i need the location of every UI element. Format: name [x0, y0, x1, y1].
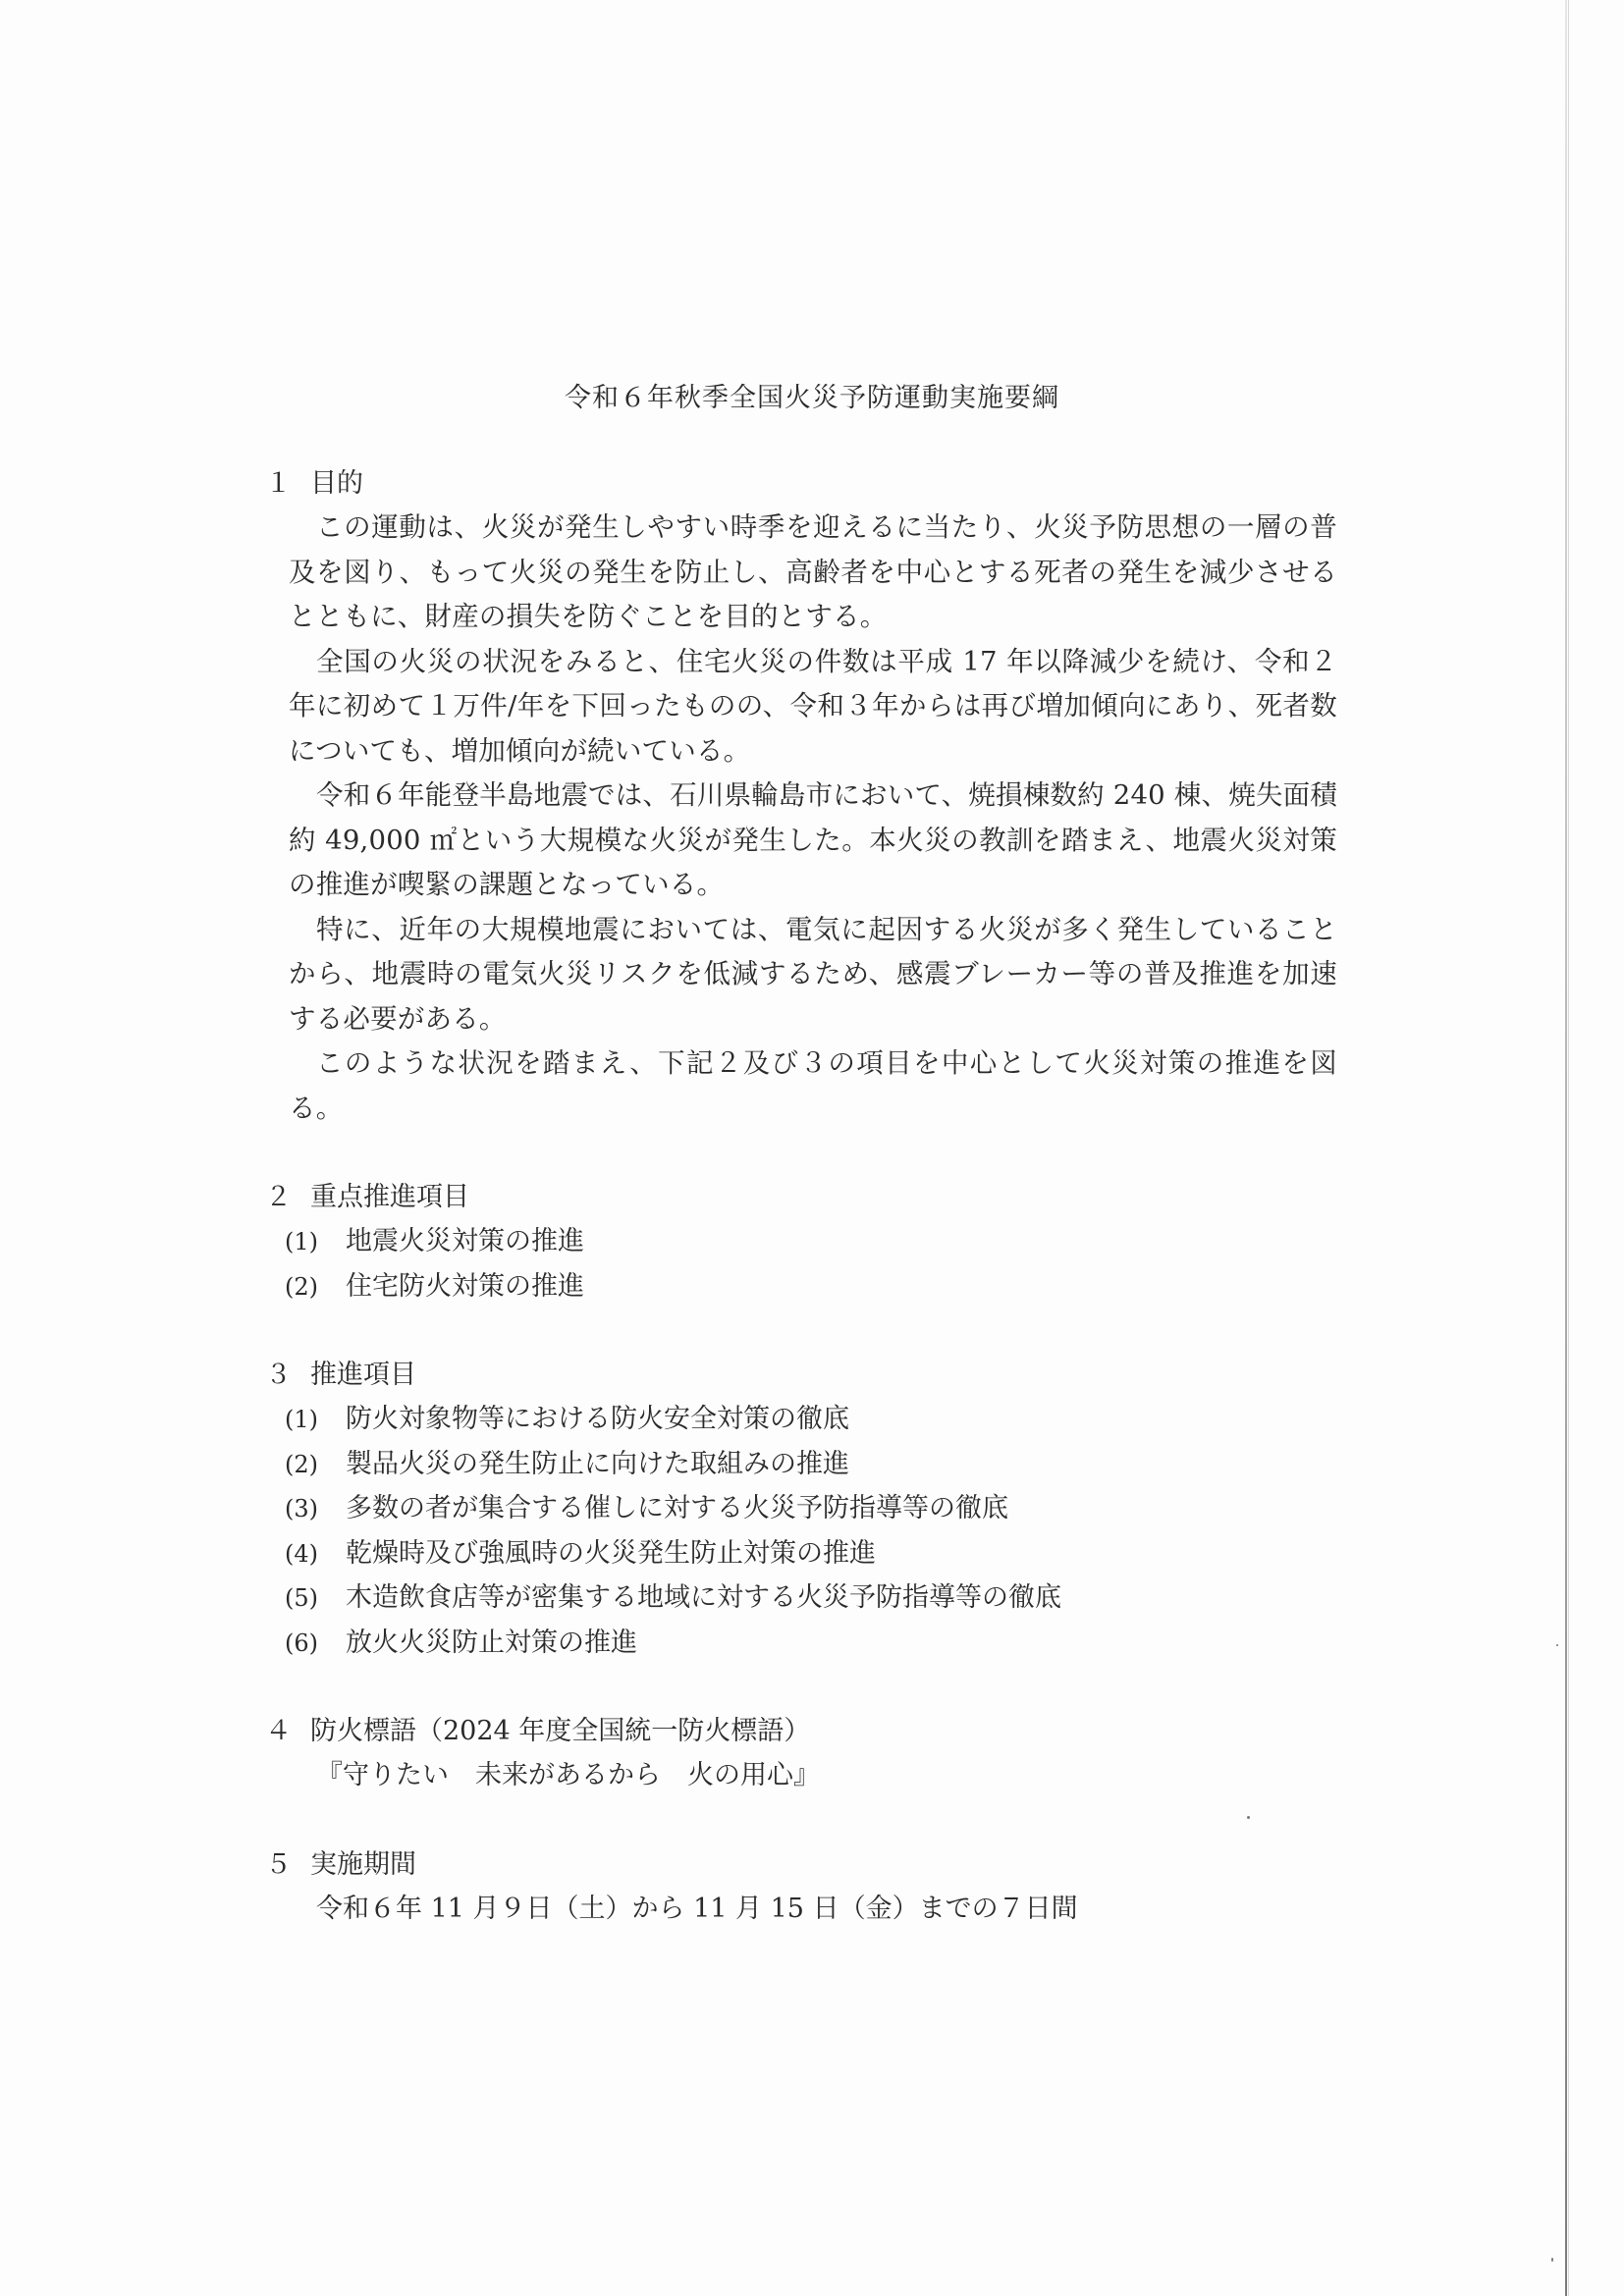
list-item [285, 1486, 1335, 1531]
section-title: 実施期間 [310, 1848, 416, 1880]
paragraph: 令和６年能登半島地震では、石川県輪島市において、焼損棟数約 240 棟、焼失面積約 49,000 ㎡という大規模な火災が発生した。本火災の教訓を踏まえ、地震火災対策の推進が喫緊の課題となっている。 [289, 779, 1337, 900]
list-item [285, 1621, 1335, 1666]
item-number: (3) [285, 1495, 318, 1522]
section-number: ４ [265, 1716, 292, 1746]
list-item [285, 1575, 1335, 1621]
document-body [265, 461, 1335, 1931]
section-gap [265, 1308, 1335, 1353]
section-priority-items [265, 1175, 1335, 1308]
section-number: ３ [265, 1360, 292, 1390]
document-title: 令和６年秋季全国火災予防運動実施要綱 [565, 383, 1059, 413]
list-item [285, 1442, 1335, 1487]
item-text: 乾燥時及び強風時の火災発生防止対策の推進 [346, 1537, 876, 1569]
section-title: 目的 [310, 468, 363, 499]
item-text: 放火火災防止対策の推進 [346, 1627, 637, 1658]
item-text: 木造飲食店等が密集する地域に対する火災予防指導等の徹底 [346, 1582, 1061, 1613]
section-number: ５ [265, 1848, 292, 1880]
section-number: １ [265, 468, 292, 499]
section-title: 重点推進項目 [310, 1182, 469, 1212]
section-gap [265, 1131, 1335, 1175]
list-item [285, 1264, 1335, 1309]
section-purpose [265, 461, 1335, 1131]
implementation-period: 令和６年 11 月９日（土）から 11 月 15 日（金）までの７日間 [316, 1893, 1078, 1924]
section-gap [265, 1798, 1335, 1842]
scan-edge-line [1568, 0, 1569, 2296]
item-number: (4) [285, 1539, 318, 1568]
section-gap [265, 1665, 1335, 1709]
scan-speck [1556, 1644, 1558, 1646]
paragraph: この運動は、火災が発生しやすい時季を迎えるに当たり、火災予防思想の一層の普及を図り、もって火災の発生を防止し、高齢者を中心とする死者の発生を減少させるとともに、財産の損失を防ぐことを目的とする。 [289, 511, 1337, 632]
item-number: (1) [285, 1228, 318, 1255]
paragraph: 特に、近年の大規模地震においては、電気に起因する火災が多く発生していることから、地震時の電気火災リスクを低減するため、感震ブレーカー等の普及推進を加速する必要がある。 [289, 913, 1337, 1035]
item-text: 住宅防火対策の推進 [346, 1270, 584, 1302]
fire-prevention-slogan: 『守りたい 未来があるから 火の用心』 [316, 1760, 820, 1790]
scan-edge-shadow [1565, 0, 1567, 2296]
section-number: ２ [265, 1182, 292, 1212]
item-text: 地震火災対策の推進 [346, 1226, 584, 1256]
section-slogan [265, 1709, 1335, 1798]
item-number: (2) [285, 1450, 318, 1478]
list-item [285, 1531, 1335, 1576]
section-heading [265, 1709, 1335, 1753]
section-heading [265, 1175, 1335, 1219]
section-heading [265, 1353, 1335, 1397]
paragraph: このような状況を踏まえ、下記２及び３の項目を中心として火災対策の推進を図る。 [289, 1047, 1337, 1124]
section-heading [265, 1842, 1335, 1887]
section-period [265, 1842, 1335, 1932]
item-number: (6) [285, 1629, 318, 1657]
item-text: 製品火災の発生防止に向けた取組みの推進 [346, 1448, 849, 1479]
section-title: 防火標語（2024 年度全国統一防火標語） [310, 1716, 811, 1746]
section-promotion-items [265, 1353, 1335, 1665]
section-heading [265, 461, 1335, 506]
list-item [285, 1219, 1335, 1264]
paragraph: 全国の火災の状況をみると、住宅火災の件数は平成 17 年以降減少を続け、令和２年に初めて１万件/年を下回ったものの、令和３年からは再び増加傾向にあり、死者数についても、増加傾向が続いている。 [289, 645, 1337, 767]
section-title: 推進項目 [310, 1360, 416, 1390]
item-text: 防火対象物等における防火安全対策の徹底 [346, 1404, 849, 1434]
item-number: (5) [285, 1584, 318, 1612]
scan-speck [1551, 2258, 1553, 2262]
list-item [285, 1397, 1335, 1442]
item-number: (1) [285, 1406, 318, 1433]
item-text: 多数の者が集合する催しに対する火災予防指導等の徹底 [346, 1493, 1008, 1523]
item-number: (2) [285, 1272, 318, 1301]
